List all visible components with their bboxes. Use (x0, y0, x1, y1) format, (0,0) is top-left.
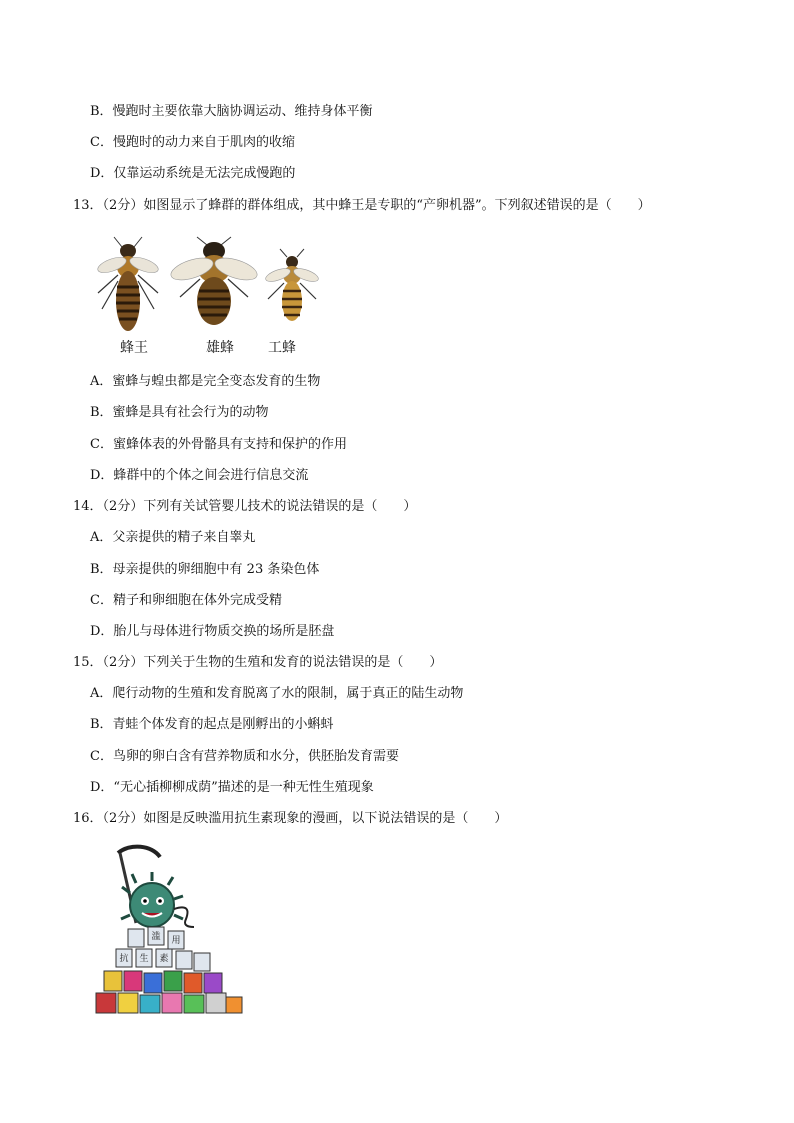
q15-option-d: D．“无心插柳柳成荫”描述的是一种无性生殖现象 (90, 780, 374, 795)
queen-bee-image (96, 237, 160, 331)
q12-option-b: B．慢跑时主要依靠大脑协调运动、维持身体平衡 (90, 104, 373, 119)
bottle-char-4: 生 (139, 954, 149, 964)
q13-option-c: C．蜜蜂体表的外骨骼具有支持和保护的作用 (90, 437, 347, 452)
q13-option-b: B．蜜蜂是具有社会行为的动物 (90, 405, 269, 420)
q13-stem: 13．（2分）如图显示了蜂群的群体组成，其中蜂王是专职的“产卵机器”。下列叙述错误的是（ ） (73, 198, 651, 213)
q16-stem: 16．（2分）如图是反映滥用抗生素现象的漫画，以下说法错误的是（ ） (73, 811, 508, 826)
bottle-char-5: 素 (159, 954, 169, 964)
q14-option-a: A．父亲提供的精子来自睾丸 (90, 530, 256, 545)
bee-illustration (92, 235, 327, 335)
q14-stem: 14．（2分）下列有关试管婴儿技术的说法错误的是（ ） (73, 499, 417, 514)
q15-option-b: B．青蛙个体发育的起点是刚孵出的小蝌蚪 (90, 717, 334, 732)
drone-bee-image (168, 237, 259, 325)
q15-stem: 15．（2分）下列关于生物的生殖和发育的说法错误的是（ ） (73, 655, 443, 670)
q15-option-a: A．爬行动物的生殖和发育脱离了水的限制，属于真正的陆生动物 (90, 686, 464, 701)
q14-option-c: C．精子和卵细胞在体外完成受精 (90, 593, 282, 608)
q13-option-d: D．蜂群中的个体之间会进行信息交流 (90, 468, 309, 483)
q15-option-c: C．鸟卵的卵白含有营养物质和水分，供胚胎发育需要 (90, 749, 399, 764)
q12-option-c: C．慢跑时的动力来自于肌肉的收缩 (90, 135, 295, 150)
q14-option-b: B．母亲提供的卵细胞中有 23 条染色体 (90, 562, 320, 577)
q12-option-d: D．仅靠运动系统是无法完成慢跑的 (90, 166, 296, 181)
bottle-char-1: 滥 (151, 932, 161, 942)
drone-bee-label: 雄蜂 (206, 340, 234, 356)
bottle-char-2: 用 (171, 936, 181, 946)
q13-option-a: A．蜜蜂与蝗虫都是完全变态发育的生物 (90, 374, 321, 389)
queen-bee-label: 蜂王 (120, 340, 148, 356)
worker-bee-image (264, 249, 320, 321)
bottle-char-3: 抗 (119, 954, 129, 964)
worker-bee-label: 工蜂 (268, 340, 296, 356)
bee-colony-figure (92, 235, 327, 360)
cartoon-illustration (90, 843, 245, 1015)
antibiotic-abuse-cartoon (90, 843, 245, 1015)
q14-option-d: D．胎儿与母体进行物质交换的场所是胚盘 (90, 624, 335, 639)
